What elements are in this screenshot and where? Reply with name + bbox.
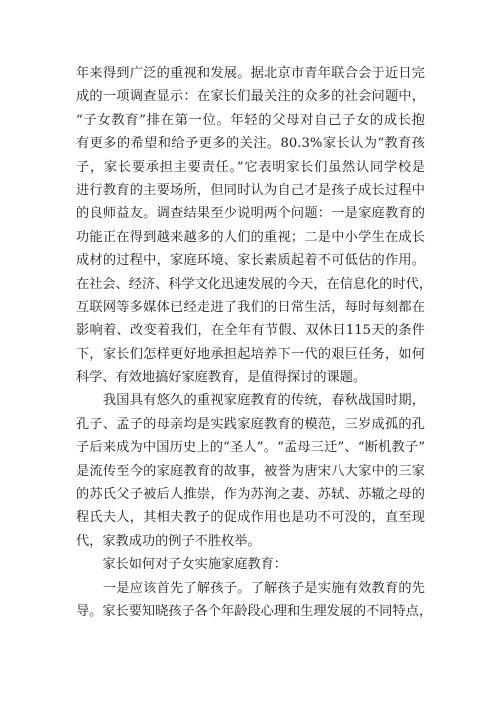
text-line: 互联网等多媒体已经走进了我们的日常生活，每时每刻都在: [76, 299, 425, 315]
text-line: 程氏夫人，其相夫教子的促成作用也是功不可没的，直至现: [76, 510, 425, 526]
text-line: 是流传至今的家庭教育的故事，被誉为唐宋八大家中的三家: [76, 463, 425, 479]
text-line: 家长如何对子女实施家庭教育：: [76, 557, 287, 573]
text-line: 导。家长要知晓孩子各个年龄段心理和生理发展的不同特点，: [76, 603, 433, 619]
text-line: 年来得到广泛的重视和发展。据北京市青年联合会于近日完: [76, 66, 425, 81]
text-line: 进行教育的主要场所，但同时认为自己才是孩子成长过程中: [76, 182, 425, 198]
text-line: 的苏氏父子被后人推崇，作为苏洵之妻、苏轼、苏辙之母的: [76, 487, 425, 503]
text-line: 成的一项调查显示：在家长们最关注的众多的社会问题中，: [76, 89, 425, 105]
text-line: 有更多的希望和给予更多的关注。80.3%家长认为“教育孩: [76, 136, 425, 152]
text-line: 科学、有效地搞好家庭教育，是值得探讨的课题。: [76, 370, 367, 386]
text-line: 一是应该首先了解孩子。了解孩子是实施有效教育的先: [76, 580, 425, 596]
body-text: [76, 62, 433, 623]
text-line: 在社会、经济、科学文化迅速发展的今天，在信息化的时代，: [76, 276, 433, 292]
text-line: 下，家长们怎样更好地承担起培养下一代的艰巨任务，如何: [76, 346, 425, 362]
text-line: 成材的过程中，家庭环境、家长素质起着不可低估的作用。: [76, 253, 425, 269]
text-line: 孔子、孟子的母亲均是实践家庭教育的模范，三岁成孤的孔: [76, 416, 425, 432]
text-line: “子女教育”排在第一位。年轻的父母对自己子女的成长抱: [76, 112, 425, 128]
text-line: 的良师益友。调查结果至少说明两个问题：一是家庭教育的: [76, 206, 425, 222]
text-line: 子，家长要承担主要责任。”它表明家长们虽然认同学校是: [76, 159, 425, 175]
text-line: 代，家教成功的例子不胜枚举。: [76, 533, 261, 549]
text-line: 影响着、改变着我们，在全年有节假、双休日115天的条件: [76, 323, 425, 339]
text-line: 我国具有悠久的重视家庭教育的传统，春秋战国时期，: [76, 393, 425, 409]
text-line: 功能正在得到越来越多的人们的重视；二是中小学生在成长: [76, 229, 425, 245]
text-line: 子后来成为中国历史上的“圣人”。“孟母三迁”、“断机教子”: [76, 440, 425, 456]
